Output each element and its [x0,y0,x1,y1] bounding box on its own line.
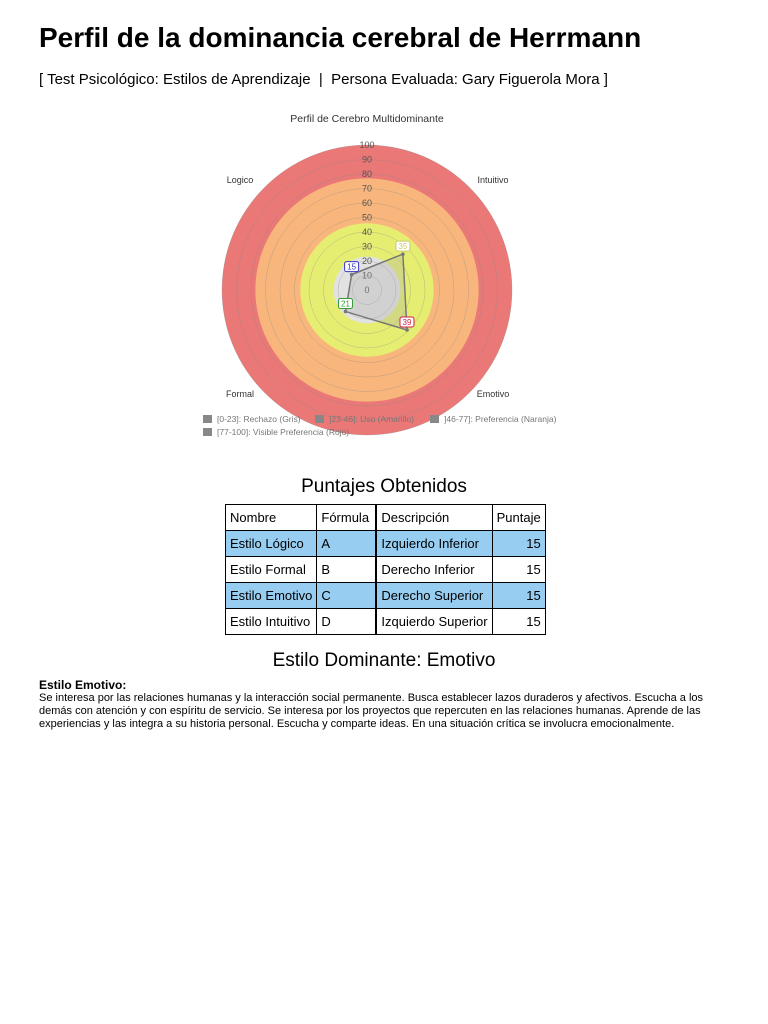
scores-table [225,504,546,635]
cell-nombre: Estilo Intuitivo [226,609,317,635]
page-subtitle: [ Test Psicológico: Estilos de Aprendizaje | Persona Evaluada: Gary Figuerola Mora ] [39,71,608,88]
tick-label: 100 [359,140,375,150]
description-heading: Estilo Emotivo: [39,678,127,692]
table-row [226,557,546,583]
legend-label: ]23-46]: Uso (Amarillo) [329,414,415,424]
cell-nombre: Estilo Formal [226,557,317,583]
cell-descripcion: Izquierdo Superior [376,609,492,635]
tick-label: 80 [361,169,373,179]
header-puntaje: Puntaje [492,505,545,531]
legend-swatch [203,415,212,423]
cell-descripcion: Derecho Inferior [376,557,492,583]
tick-label: 20 [361,256,373,266]
table-row [226,531,546,557]
page-title: Perfil de la dominancia cerebral de Herrmann [39,22,642,53]
data-label: 15 [347,262,357,272]
legend-label: ]46-77]: Preferencia (Naranja) [444,414,557,424]
cell-nombre: Estilo Lógico [226,531,317,557]
cell-puntaje: 15 [492,557,545,583]
axis-label: Intuitivo [477,175,509,185]
cell-formula: B [317,557,377,583]
cell-puntaje: 15 [492,531,545,557]
tick-label: 70 [361,183,373,194]
legend-swatch [203,428,212,436]
tick-label: 40 [361,227,373,237]
cell-puntaje: 15 [492,609,545,635]
header-descripcion: Descripción [376,505,492,531]
cell-descripcion: Derecho Superior [376,583,492,609]
cell-descripcion: Izquierdo Inferior [376,531,492,557]
scores-title: Puntajes Obtenidos [301,476,467,497]
data-label: 35 [398,242,408,252]
header-nombre: Nombre [226,505,317,531]
legend-swatch [430,415,439,423]
tick-label: 30 [361,241,373,252]
axis-label: Formal [225,389,255,399]
table-row [226,609,546,635]
cell-formula: C [317,583,377,609]
cell-formula: A [317,531,377,557]
style-description [39,679,729,731]
legend-label: [77-100]: Visible Preferencia (Rojo) [217,427,350,437]
data-label: 39 [402,317,412,327]
description-text: Se interesa por las relaciones humanas y la interacción social permanente. Busca establecer lazos duraderos y afectivos. Escucha a los demás con atención y con espíritu de servicio. Se interesa por los proyectos que repercuten en las relaciones humanas. Aprende de las experiencias y las integra a su historia personal. Escucha y comparte ideas. En una situación crítica se involucra emocionalmente. [39,692,704,730]
data-point [401,252,405,256]
table-row [226,583,546,609]
tick-label: 60 [361,198,373,208]
axis-label: Emotivo [476,389,510,399]
legend-label: [0-23]: Rechazo (Gris) [217,414,301,424]
header-formula: Fórmula [317,505,377,531]
table-header-row [226,505,546,531]
dominant-style: Estilo Dominante: Emotivo [272,650,496,671]
data-label: 21 [341,299,350,309]
data-point [350,273,354,277]
radar-chart [195,106,575,451]
cell-puntaje: 15 [492,583,545,609]
axis-label: Logico [226,175,254,185]
tick-label: 50 [361,212,373,223]
cell-nombre: Estilo Emotivo [226,583,317,609]
tick-label: 90 [361,154,373,165]
data-point [405,328,409,332]
data-point [344,310,348,314]
legend-swatch [315,415,324,423]
cell-formula: D [317,609,377,635]
chart-title: Perfil de Cerebro Multidominante [290,113,444,125]
